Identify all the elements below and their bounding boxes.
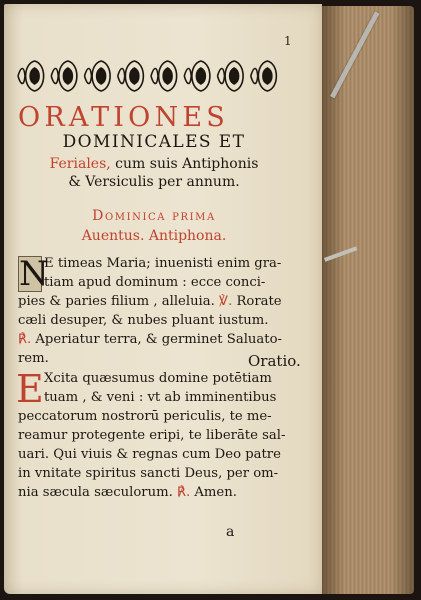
oratio-line: Xcita quæsumus domine potētiam	[44, 371, 272, 386]
antiphon-line: Aperiatur terra, & germinet Saluato-	[31, 332, 282, 347]
oratio-line: reamur protegente eripi, te liberāte sal-	[18, 428, 286, 443]
versicle-text: Rorate	[232, 294, 282, 309]
antiphon-line: cæli desuper, & nubes pluant iustum.	[18, 313, 269, 328]
title-feriales: Feriales,	[49, 156, 111, 172]
title-line3	[18, 156, 290, 172]
section-subheading: Auentus. Antiphona.	[81, 228, 227, 244]
oratio-response-mark: ℟.	[176, 485, 191, 500]
fleuron-icon	[151, 61, 177, 91]
oratio-label: Oratio.	[248, 352, 301, 370]
oratio-dropcap: E	[16, 367, 44, 411]
oratio-line: tuam , & veni : vt ab imminentibus	[44, 390, 277, 405]
title-orationes: ORATIONES	[18, 102, 229, 133]
fleuron-icon	[118, 61, 144, 91]
antiphon-line: E timeas Maria; inuenisti enim gra-	[44, 256, 282, 271]
fleuron-icon	[51, 61, 77, 91]
fleuron-icon	[218, 61, 244, 91]
fleuron-icon	[251, 61, 277, 91]
antiphon-line-response	[18, 332, 282, 347]
versicle-mark: ℣.	[219, 294, 233, 309]
title-line4: & Versiculis per annum.	[68, 174, 240, 190]
oratio-line: peccatorum nostrorū periculis, te me-	[18, 409, 272, 424]
oratio-line: uari. Qui viuis & regnas cum Deo patre	[18, 447, 281, 462]
antiphon-line: tiam apud dominum : ecce conci-	[44, 275, 266, 290]
antiphon-line-versicle	[18, 294, 282, 309]
oratio-amen: Amen.	[190, 485, 237, 500]
title-dominicales: DOMINICALES ET	[62, 132, 246, 152]
fleuron-icon	[184, 61, 210, 91]
oratio-final-line	[18, 485, 237, 500]
ornamental-border-icon	[18, 56, 284, 96]
response-mark: ℟.	[18, 332, 32, 347]
title-antiphonis: cum suis Antiphonis	[110, 156, 259, 172]
section-heading: Dominica prima	[92, 208, 216, 224]
antiphon-line: rem.	[18, 351, 49, 366]
oratio-line: in vnitate spiritus sancti Deus, per om-	[18, 466, 279, 481]
signature-mark: a	[226, 524, 235, 540]
oratio-line: nia sæcula sæculorum.	[18, 485, 173, 500]
page-number: 1	[284, 34, 292, 48]
fleuron-icon	[18, 61, 44, 91]
antiphon-line: pies & paries filium , alleluia.	[18, 294, 215, 309]
antiphon-dropcap: N	[19, 254, 49, 294]
fleuron-icon	[85, 61, 111, 91]
